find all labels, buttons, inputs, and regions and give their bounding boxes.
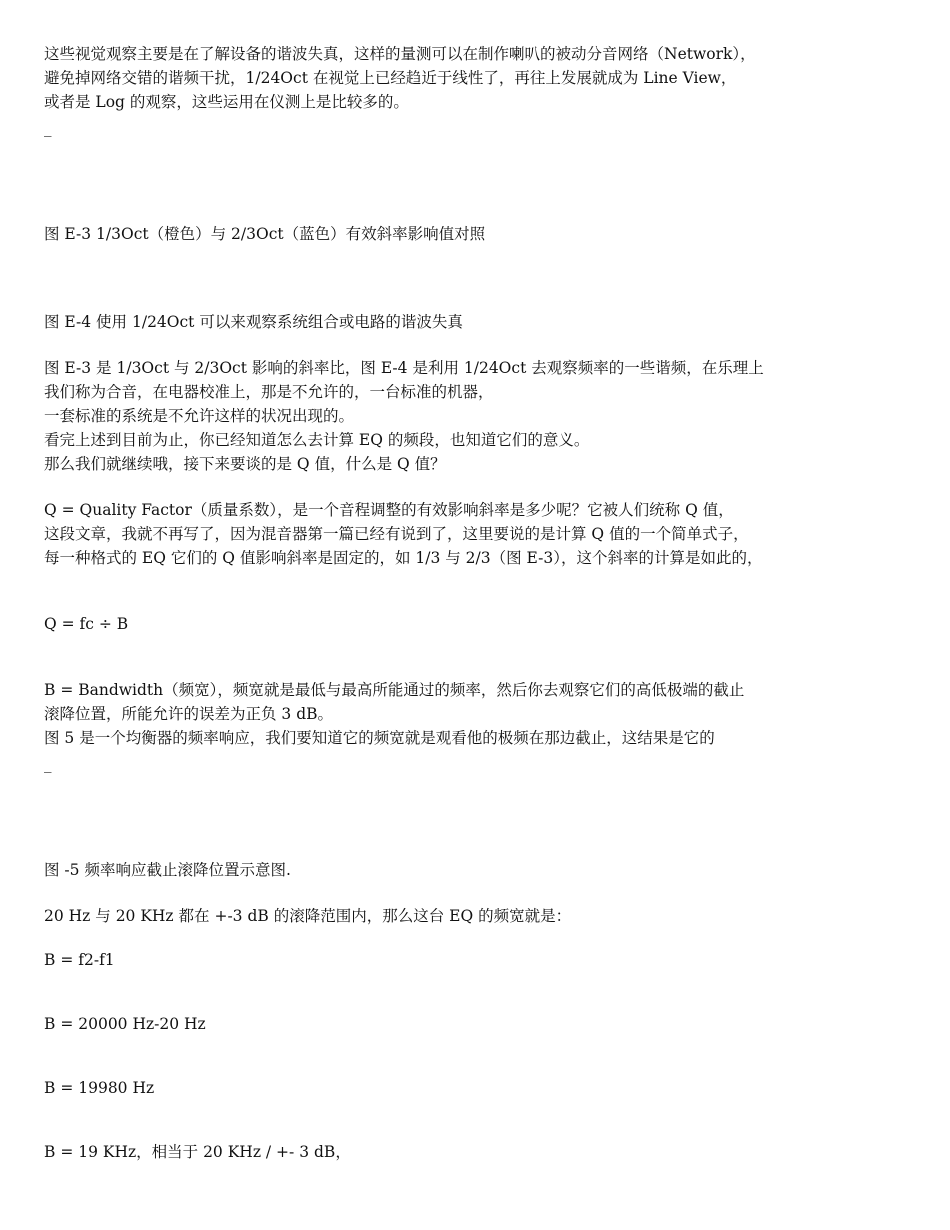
figure-caption-5: 图 -5 频率响应截止滚降位置示意图. (44, 861, 291, 879)
paragraph-line: 一套标准的系统是不允许这样的状况出现的。 (44, 407, 355, 425)
figure-caption-e4: 图 E-4 使用 1/24Oct 可以来观察系统组合或电路的谐波失真 (44, 313, 463, 331)
paragraph-line: 这段文章，我就不再写了，因为混音器第一篇已经有说到了，这里要说的是计算 Q 值的一个简单式子， (44, 525, 749, 543)
paragraph-line: 或者是 Log 的观察，这些运用在仪测上是比较多的。 (44, 93, 409, 111)
image-placeholder: _ (44, 755, 52, 773)
equation-line: B = 19980 Hz (44, 1079, 155, 1097)
paragraph-line: 避免掉网络交错的谐频干扰，1/24Oct 在视觉上已经趋近于线性了，再往上发展就成为 Line View， (44, 69, 737, 87)
paragraph-line: 每一种格式的 EQ 它们的 Q 值影响斜率是固定的，如 1/3 与 2/3（图 E-3），这个斜率的计算是如此的， (44, 549, 763, 567)
paragraph-line: 那么我们就继续哦，接下来要谈的是 Q 值，什么是 Q 值？ (44, 455, 446, 473)
paragraph-line: B = Bandwidth（频宽），频宽就是最低与最高所能通过的频率，然后你去观察它们的高低极端的截止 (44, 681, 745, 699)
paragraph-line: 20 Hz 与 20 KHz 都在 +-3 dB 的滚降范围内，那么这台 EQ 的频宽就是： (44, 907, 572, 925)
paragraph-line: Q = Quality Factor（质量系数），是一个音程调整的有效影响斜率是多少呢？它被人们统称 Q 值， (44, 501, 734, 519)
image-placeholder: _ (44, 119, 52, 137)
paragraph-line: 我们称为合音，在电器校准上，那是不允许的，一台标准的机器， (44, 383, 494, 401)
paragraph-line: 图 E-3 是 1/3Oct 与 2/3Oct 影响的斜率比，图 E-4 是利用 1/24Oct 去观察频率的一些谐频，在乐理上 (44, 359, 764, 377)
paragraph-line: 图 5 是一个均衡器的频率响应，我们要知道它的频宽就是观看他的极频在那边截止，这结果是它的 (44, 729, 715, 747)
paragraph-line: 这些视觉观察主要是在了解设备的谐波失真，这样的量测可以在制作喇叭的被动分音网络（Network）， (44, 45, 756, 63)
formula-q: Q = fc ÷ B (44, 615, 129, 633)
equation-line: B = 19 KHz，相当于 20 KHz / +- 3 dB， (44, 1143, 351, 1161)
paragraph-line: 看完上述到目前为止，你已经知道怎么去计算 EQ 的频段，也知道它们的意义。 (44, 431, 590, 449)
equation-line: B = 20000 Hz-20 Hz (44, 1015, 206, 1033)
equation-line: B = f2-f1 (44, 951, 115, 969)
figure-caption-e3: 图 E-3 1/3Oct（橙色）与 2/3Oct（蓝色）有效斜率影响值对照 (44, 225, 486, 243)
paragraph-line: 滚降位置，所能允许的误差为正负 3 dB。 (44, 705, 334, 723)
